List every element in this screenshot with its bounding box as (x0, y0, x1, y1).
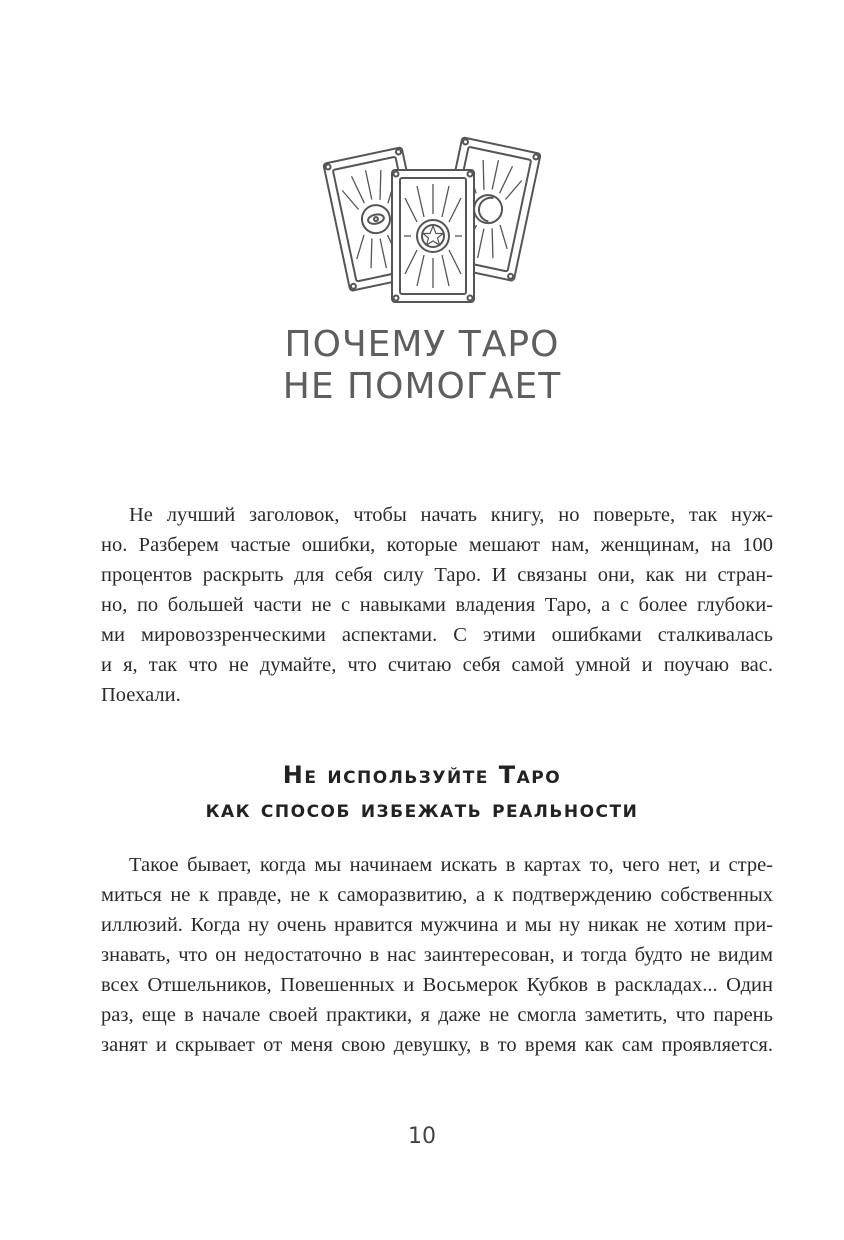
text-line: процентов раскрыть для себя силу Таро. И связаны они, как ни стран- (101, 564, 773, 586)
section-heading-line-2: как способ избежать реальности (205, 795, 639, 823)
chapter-title-line-1: ПОЧЕМУ ТАРО (284, 324, 560, 365)
section-heading (0, 758, 844, 826)
text-line: Не лучший заголовок, чтобы начать книгу, но поверьте, так нуж- (129, 504, 773, 526)
text-line: и я, так что не думайте, что считаю себя самой умной и поучаю вас. (101, 654, 773, 676)
page-number: 10 (408, 1124, 436, 1149)
text-line: Поехали. (101, 684, 181, 706)
text-line: но, по большей части не с навыками владения Таро, а с более глубоки- (101, 594, 773, 616)
text-line: раз, еще в начале своей практики, я даже не смогла заметить, что парень (101, 1004, 773, 1026)
text-line: занят и скрывает от меня свою девушку, в то время как сам проявляется. (101, 1034, 773, 1056)
intro-paragraph (101, 500, 773, 710)
text-line: ми мировоззренческими аспектами. С этими ошибками сталкивалась (101, 624, 773, 646)
text-line: знавать, что он недостаточно в нас заинтересован, и тогда будто не видим (101, 944, 773, 966)
text-line: но. Разберем частые ошибки, которые мешают нам, женщинам, на 100 (101, 534, 773, 556)
text-line: миться не к правде, не к саморазвитию, а к подтверждению собственных (101, 884, 773, 906)
text-line: всех Отшельников, Повешенных и Восьмерок Кубков в раскладах... Один (101, 974, 773, 996)
chapter-title (0, 324, 844, 408)
tarot-cards-icon (322, 134, 542, 304)
section-heading-line-1: Не используйте Таро (282, 761, 562, 789)
chapter-title-line-2: НЕ ПОМОГАЕТ (282, 366, 562, 407)
text-line: Такое бывает, когда мы начинаем искать в картах то, чего нет, и стре- (129, 854, 773, 876)
text-line: иллюзий. Когда ну очень нравится мужчина и мы ну никак не хотим при- (101, 914, 773, 936)
section-paragraph (101, 850, 773, 1060)
